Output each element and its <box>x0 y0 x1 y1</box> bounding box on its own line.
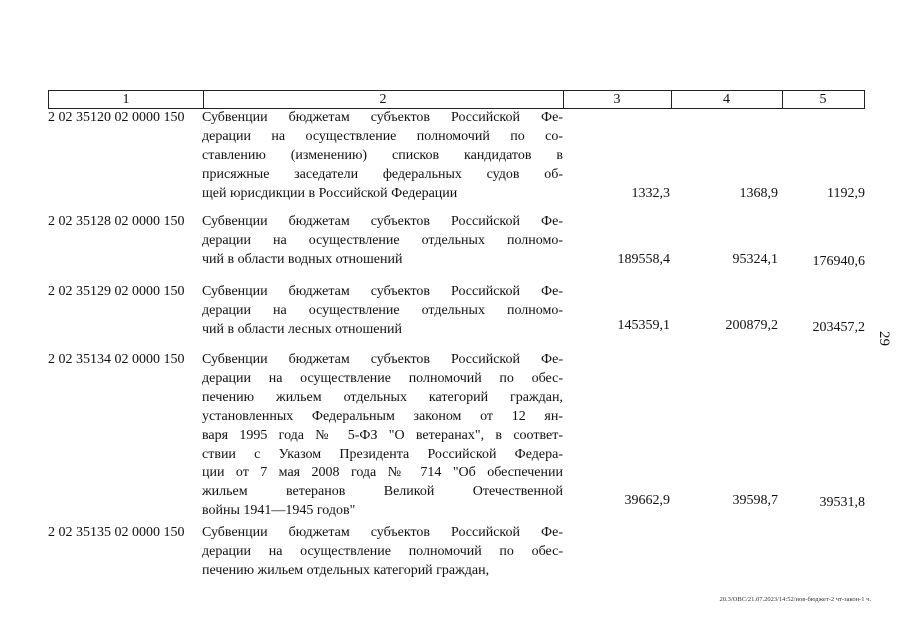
description-line: присяжные заседатели федеральных судов об- <box>202 166 563 182</box>
value-col-5: 176940,6 <box>812 254 865 269</box>
value-col-5: 39531,8 <box>819 495 865 510</box>
description-line: печению жильем отдельных категорий граждан, <box>202 562 490 578</box>
table-header-row <box>48 90 865 109</box>
description-line: Субвенции бюджетам субъектов Российской Фе- <box>202 525 563 540</box>
description-line: войны 1941—1945 годов" <box>202 503 356 519</box>
header-col-2: 2 <box>203 91 564 108</box>
description-line: дерации на осуществление полномочий по со- <box>202 128 563 144</box>
value-col-3: 39662,9 <box>624 493 670 508</box>
description-line: дерации на осуществление полномочий по обес- <box>202 543 563 559</box>
description-line: чий в области водных отношений <box>202 251 403 267</box>
description-line: жильем ветеранов Великой Отечественной <box>202 484 563 500</box>
header-col-3: 3 <box>563 91 672 108</box>
budget-code: 2 02 35134 02 0000 150 <box>48 352 185 367</box>
description-line: Субвенции бюджетам субъектов Российской Фе- <box>202 284 563 299</box>
description-line: установленных Федеральным законом от 12 ян- <box>202 408 563 424</box>
value-col-4: 39598,7 <box>732 493 778 508</box>
value-col-4: 1368,9 <box>739 185 778 201</box>
value-col-3: 1332,3 <box>631 185 670 201</box>
description-line: Субвенции бюджетам субъектов Российской Фе- <box>202 214 563 229</box>
description-line: ставлению (изменению) списков кандидатов в <box>202 147 563 163</box>
row-description <box>202 351 563 521</box>
value-col-5: 203457,2 <box>812 320 865 335</box>
header-col-1: 1 <box>49 91 204 108</box>
value-col-5: 1192,9 <box>827 185 865 201</box>
value-col-4: 200879,2 <box>725 318 778 333</box>
description-line: дерации на осуществление отдельных полномо- <box>202 232 563 248</box>
document-footer: 20.3/OBC/21.07.2023/14:52/нов-бюджет-2 чт-закон-1 ч. <box>719 596 871 603</box>
description-line: Субвенции бюджетам субъектов Российской Фе- <box>202 352 563 367</box>
header-col-5: 5 <box>819 92 827 107</box>
description-line: чий в области лесных отношений <box>202 321 402 337</box>
description-line: щей юрисдикции в Российской Федерации <box>202 185 458 201</box>
description-line: Субвенции бюджетам субъектов Российской Фе- <box>202 110 563 125</box>
budget-code: 2 02 35128 02 0000 150 <box>48 214 185 229</box>
description-line: дерации на осуществление отдельных полномо- <box>202 302 563 318</box>
description-line: ции от 7 мая 2008 года № 714 "Об обеспечении <box>202 465 563 481</box>
description-line: ствии с Указом Президента Российской Федера- <box>202 446 563 462</box>
budget-code: 2 02 35120 02 0000 150 <box>48 110 185 125</box>
budget-code: 2 02 35129 02 0000 150 <box>48 284 185 299</box>
value-col-3: 189558,4 <box>617 251 670 267</box>
row-description <box>202 524 563 581</box>
row-description <box>202 283 563 340</box>
budget-code: 2 02 35135 02 0000 150 <box>48 525 185 540</box>
description-line: дерации на осуществление полномочий по обес- <box>202 370 563 386</box>
value-col-3: 145359,1 <box>617 318 670 333</box>
value-col-4: 95324,1 <box>732 251 778 267</box>
header-col-4: 4 <box>671 91 783 108</box>
description-line: варя 1995 года № 5-ФЗ "О ветеранах", в соответ- <box>202 427 563 443</box>
description-line: печению жильем отдельных категорий граждан, <box>202 389 563 405</box>
page-number: 29 <box>876 331 892 346</box>
row-description <box>202 109 563 204</box>
row-description <box>202 213 563 270</box>
